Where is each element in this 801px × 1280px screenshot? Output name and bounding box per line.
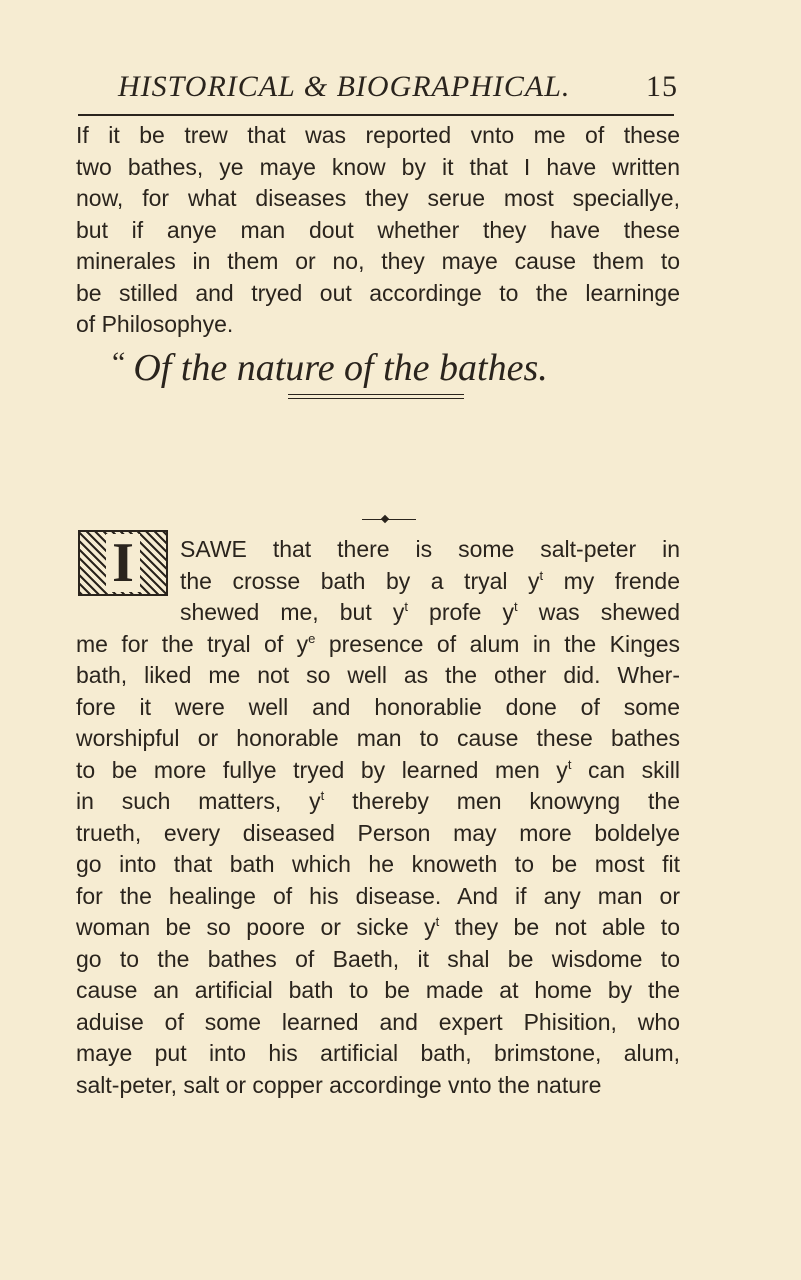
text-line: shewed me, but $y^t$ profe $y^t$ was shewed (180, 599, 680, 625)
text-line: minerales in them or no, they maye cause them to (76, 248, 680, 274)
text-line: go into that bath which he knoweth to be most fit (76, 851, 680, 877)
ornament-rule (362, 519, 416, 520)
paragraph-2 (76, 534, 680, 1101)
text-line: but if anye man dout whether they have these (76, 216, 680, 243)
text-line: go to the bathes of Baeth, it shal be wisdome to (76, 945, 680, 972)
running-header (118, 70, 678, 104)
text-line: aduise of some learned and expert Phisition, who (76, 1008, 680, 1035)
text-line: salt-peter, salt or copper accordinge vnto the nature (76, 1071, 602, 1098)
text-line: for the healinge of his disease. And if any man or (76, 882, 680, 909)
text-line: worshipful or honorable man to cause these bathes (76, 725, 680, 751)
text-line: maye put into his artificial bath, brimstone, alum, (76, 1040, 680, 1066)
text-line: If it be trew that was reported vnto me of these (76, 122, 680, 148)
text-line: be stilled and tryed out accordinge to the learninge (76, 279, 680, 306)
section-heading (112, 346, 548, 390)
text-line: woman be so poore or sicke $y^t$ they be not able to (76, 914, 680, 940)
text-line: bath, liked me not so well as the other did. Wher- (76, 662, 680, 688)
text-line: trueth, every diseased Person may more boldelye (76, 819, 680, 846)
text-line: now, for what diseases they serue most speciallye, (76, 185, 680, 211)
header-rule (78, 114, 674, 116)
text-line: the crosse bath by a tryal $y^t$ my frende (180, 567, 680, 594)
heading-open-quote: “ (112, 346, 126, 379)
section-divider-bottom (288, 398, 464, 399)
text-line: in such matters, $y^t$ thereby men knowyng the (76, 788, 680, 814)
heading-text: Of the nature of the bathes. (133, 347, 548, 389)
diamond-ornament-icon (381, 515, 389, 523)
running-header-title: HISTORICAL & BIOGRAPHICAL. (118, 70, 571, 103)
text-line: to be more fullye tryed by learned men $y^t$ can skill (76, 756, 680, 783)
text-line: of Philosophye. (76, 311, 234, 337)
drop-cap-letter: I (106, 534, 140, 592)
section-divider-top (288, 394, 464, 395)
text-line: cause an artificial bath to be made at home by the (76, 977, 680, 1003)
paragraph-1 (76, 120, 680, 341)
text-line: fore it were well and honorablie done of some (76, 693, 680, 720)
text-line: me for the tryal of $y^e$ presence of alum in the Kinges (76, 630, 680, 657)
text-line: two bathes, ye maye know by it that I have written (76, 153, 680, 180)
text-line: SAWE that there is some salt-peter in (180, 536, 680, 562)
page-number: 15 (646, 70, 678, 103)
